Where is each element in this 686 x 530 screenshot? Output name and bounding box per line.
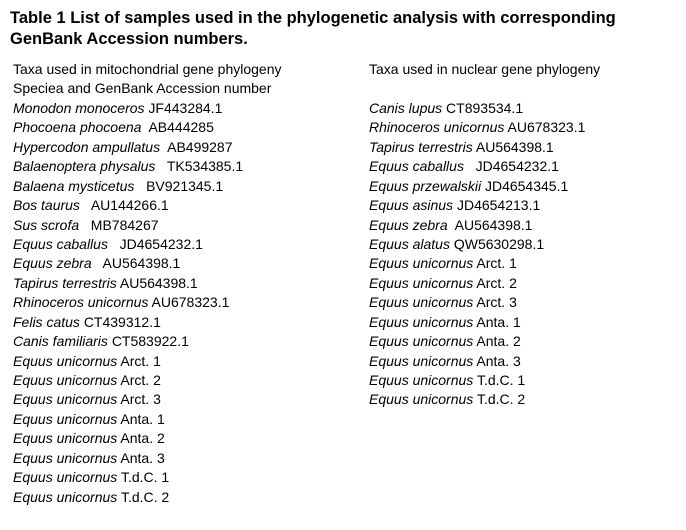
accession-number: Arct. 2 [476,274,517,291]
table-row [13,118,358,137]
table-row [13,449,358,468]
accession-number: Arct. 1 [120,352,161,369]
accession-number: CT439312.1 [83,313,161,330]
species-name: Rhinoceros unicornus [13,294,149,311]
accession-number: AU564398.1 [451,216,533,233]
accession-number: Arct. 3 [120,391,161,408]
species-name: Equus unicornus [369,294,474,311]
table-row [369,332,679,351]
species-name: Canis lupus [369,99,443,116]
species-name: Equus unicornus [369,372,474,388]
species-name: Equus unicornus [13,430,118,447]
table-row [369,177,679,196]
table-row [13,371,358,390]
table-row [369,216,679,235]
table-row [13,468,358,487]
species-name: Equus przewalskii [369,177,482,194]
accession-number: Anta. 2 [120,430,165,447]
accession-number: AB444285 [145,119,214,136]
accession-number: TK534385.1 [159,158,244,175]
table-row [13,138,358,157]
species-name: Hypercodon ampullatus [13,138,161,155]
species-name: Equus unicornus [13,372,118,388]
accession-number: Anta. 2 [476,333,521,350]
accession-number: T.d.C. 1 [476,372,526,388]
accession-number: MB784267 [83,216,159,233]
species-name: Balaena mysticetus [13,177,135,194]
species-name: Equus alatus [369,235,450,252]
accession-number: Anta. 1 [476,313,521,330]
species-name: Equus unicornus [13,488,118,505]
nuclear-column [369,60,679,410]
species-name: Tapirus terrestris [13,274,117,291]
species-name: Equus unicornus [369,352,474,369]
accession-number: CT893534.1 [446,99,524,116]
accession-number: AU144266.1 [83,197,169,214]
table-row [13,99,358,118]
species-name: Equus unicornus [13,352,118,369]
accession-number: BV921345.1 [138,177,224,194]
table-row [13,313,358,332]
species-name: Equus asinus [369,197,454,214]
species-name: Equus unicornus [369,391,474,408]
species-name: Bos taurus [13,197,80,214]
accession-number: JD4654232.1 [467,158,559,175]
table-row [369,313,679,332]
table-row [13,177,358,196]
mito-heading: Taxa used in mitochondrial gene phylogeny [13,61,282,77]
table-row [369,99,679,118]
species-name: Monodon monoceros [13,99,145,116]
accession-number: AB499287 [163,138,233,155]
accession-number: JF443284.1 [148,99,223,116]
table-row [369,274,679,293]
species-name: Equus unicornus [13,410,118,427]
species-name: Equus unicornus [369,255,474,272]
table-row [369,138,679,157]
table-title: Table 1 List of samples used in the phylogenetic analysis with corresponding GenBank Accession numbers. [10,9,616,48]
table-row [13,254,358,273]
table-row [369,390,679,409]
table-row [369,235,679,254]
species-name: Equus unicornus [369,313,474,330]
table-row [13,216,358,235]
species-name: Equus unicornus [13,469,118,486]
accession-number: AU564398.1 [119,274,198,291]
species-name: Equus zebra [13,255,92,272]
accession-number: JD4654232.1 [111,235,203,252]
mito-list [13,99,358,507]
accession-number: AU564398.1 [95,255,181,272]
table-row [13,352,358,371]
accession-number: QW5630298.1 [453,235,545,252]
mitochondrial-column [13,60,358,507]
accession-number: T.d.C. 2 [476,391,526,408]
table-row [13,274,358,293]
accession-number: Anta. 1 [120,410,165,427]
table-row [13,196,358,215]
accession-number: AU564398.1 [475,138,554,155]
species-name: Equus unicornus [13,449,118,466]
table-row [369,293,679,312]
accession-number: Arct. 1 [476,255,517,272]
table-row [369,118,679,137]
accession-number: JD4654345.1 [484,177,569,194]
table-row [369,371,679,390]
species-name: Equus caballus [369,158,464,175]
table-row [369,157,679,176]
accession-number: Arct. 2 [120,372,161,388]
nuclear-heading: Taxa used in nuclear gene phylogeny [369,61,601,77]
species-name: Equus unicornus [13,391,118,408]
table-row [13,488,358,507]
accession-number: AU678323.1 [151,294,230,311]
accession-number: Anta. 3 [476,352,521,369]
accession-number: JD4654213.1 [456,197,541,214]
table-row [13,235,358,254]
table-row [369,254,679,273]
species-name: Tapirus terrestris [369,138,473,155]
table-row [13,429,358,448]
table-row [13,157,358,176]
species-name: Equus unicornus [369,274,474,291]
species-name: Felis catus [13,313,80,330]
table-row [13,410,358,429]
table-row [369,196,679,215]
accession-number: Arct. 3 [476,294,517,311]
species-name: Equus unicornus [369,333,474,350]
accession-number: Anta. 3 [120,449,165,466]
accession-number: T.d.C. 2 [120,488,170,505]
accession-number: CT583922.1 [111,333,189,350]
species-name: Equus zebra [369,216,448,233]
table-row [13,332,358,351]
species-name: Sus scrofa [13,216,80,233]
nuclear-list [369,99,679,410]
species-name: Rhinoceros unicornus [369,119,505,136]
nuclear-spacer [369,79,679,98]
table-row [369,352,679,371]
species-name: Phocoena phocoena [13,119,142,136]
table-row [13,293,358,312]
table-row [13,390,358,409]
species-name: Canis familiaris [13,333,108,350]
species-name: Balaenoptera physalus [13,158,156,175]
mito-subheading: Speciea and GenBank Accession number [13,80,272,97]
accession-number: T.d.C. 1 [120,469,170,486]
accession-number: AU678323.1 [507,119,586,136]
species-name: Equus caballus [13,235,108,252]
